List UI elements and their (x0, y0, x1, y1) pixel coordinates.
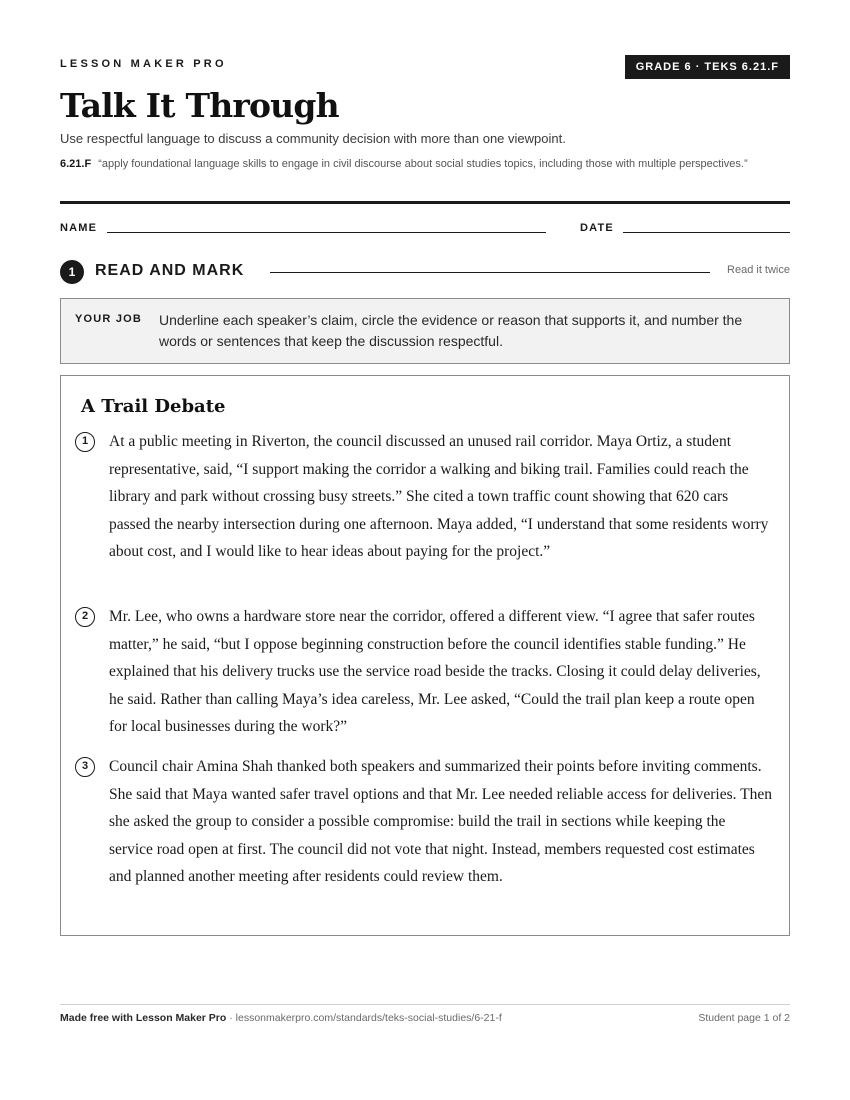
standard-code: 6.21.F (60, 158, 92, 170)
footer-made-with: Made free with Lesson Maker Pro (60, 1012, 227, 1024)
worksheet-page (60, 0, 790, 1100)
grade-badge: GRADE 6 · TEKS 6.21.F (625, 55, 790, 79)
header-divider (60, 201, 790, 204)
footer-url[interactable]: · lessonmakerpro.com/standards/teks-social-studies/6-21-f (226, 1012, 502, 1024)
footer-credit (60, 1012, 502, 1024)
name-field-line[interactable] (107, 232, 546, 233)
section-number-badge: 1 (60, 260, 84, 284)
footer-page-number: Student page 1 of 2 (698, 1012, 790, 1024)
standard-statement (60, 156, 780, 173)
section-header-read-and-mark (60, 260, 790, 284)
name-label: NAME (60, 222, 98, 234)
date-label: DATE (580, 222, 614, 234)
paragraph-2: Mr. Lee, who owns a hardware store near the corridor, offered a different view. “I agree that safer routes matter,” he said, “but I oppose beginning construction before the council identifies stable funding.” He explained that his delivery trucks use the service road beside the tracks. Closing it could delay deliveries, he said. Rather than calling Maya’s idea careless, Mr. Lee asked, “Could the trail plan keep a route open for local businesses during the work?” (109, 608, 761, 735)
paragraph-3: Council chair Amina Shah thanked both speakers and summarized their points before inviting comments. She said that Maya wanted safer travel options and that Mr. Lee needed reliable access for deliveries. Then she asked the group to consider a possible compromise: build the trail in sections while keeping the service road open at first. The council did not vote that night. Instead, members requested cost estimates and planned another meeting after residents could review them. (109, 758, 772, 885)
section-note: Read it twice (727, 264, 790, 276)
top-row (60, 55, 790, 79)
page-title: Talk It Through (60, 86, 339, 125)
standard-text: “apply foundational language skills to engage in civil discourse about social studies topics, including those with multiple perspectives.” (98, 158, 748, 170)
section-title: READ AND MARK (95, 262, 245, 279)
footer-divider (60, 1004, 790, 1005)
paragraph-number-2: 2 (75, 607, 95, 627)
paragraph-number-3: 3 (75, 757, 95, 777)
your-job-label: YOUR JOB (75, 313, 143, 325)
section-divider (270, 272, 710, 273)
paragraph-1: At a public meeting in Riverton, the council discussed an unused rail corridor. Maya Ortiz, a student representative, said, “I support making the corridor a walking and biking trail. Families could reach the library and park without crossing busy streets.” She cited a town traffic count showing that 620 cars passed the nearby intersection during one afternoon. Maya added, “I understand that some residents worry about cost, and I would like to hear ideas about paying for the project.” (109, 433, 769, 560)
date-field-line[interactable] (623, 232, 790, 233)
brand-name: LESSON MAKER PRO (60, 58, 227, 70)
name-date-row (60, 222, 790, 238)
passage-title: A Trail Debate (81, 396, 226, 417)
reading-passage-box (60, 375, 790, 936)
paragraph-number-1: 1 (75, 432, 95, 452)
your-job-instructions: Underline each speaker’s claim, circle the evidence or reason that supports it, and number the words or sentences that keep the discussion respectful. (159, 312, 743, 349)
your-job-box (60, 298, 790, 364)
page-subtitle: Use respectful language to discuss a community decision with more than one viewpoint. (60, 131, 566, 146)
